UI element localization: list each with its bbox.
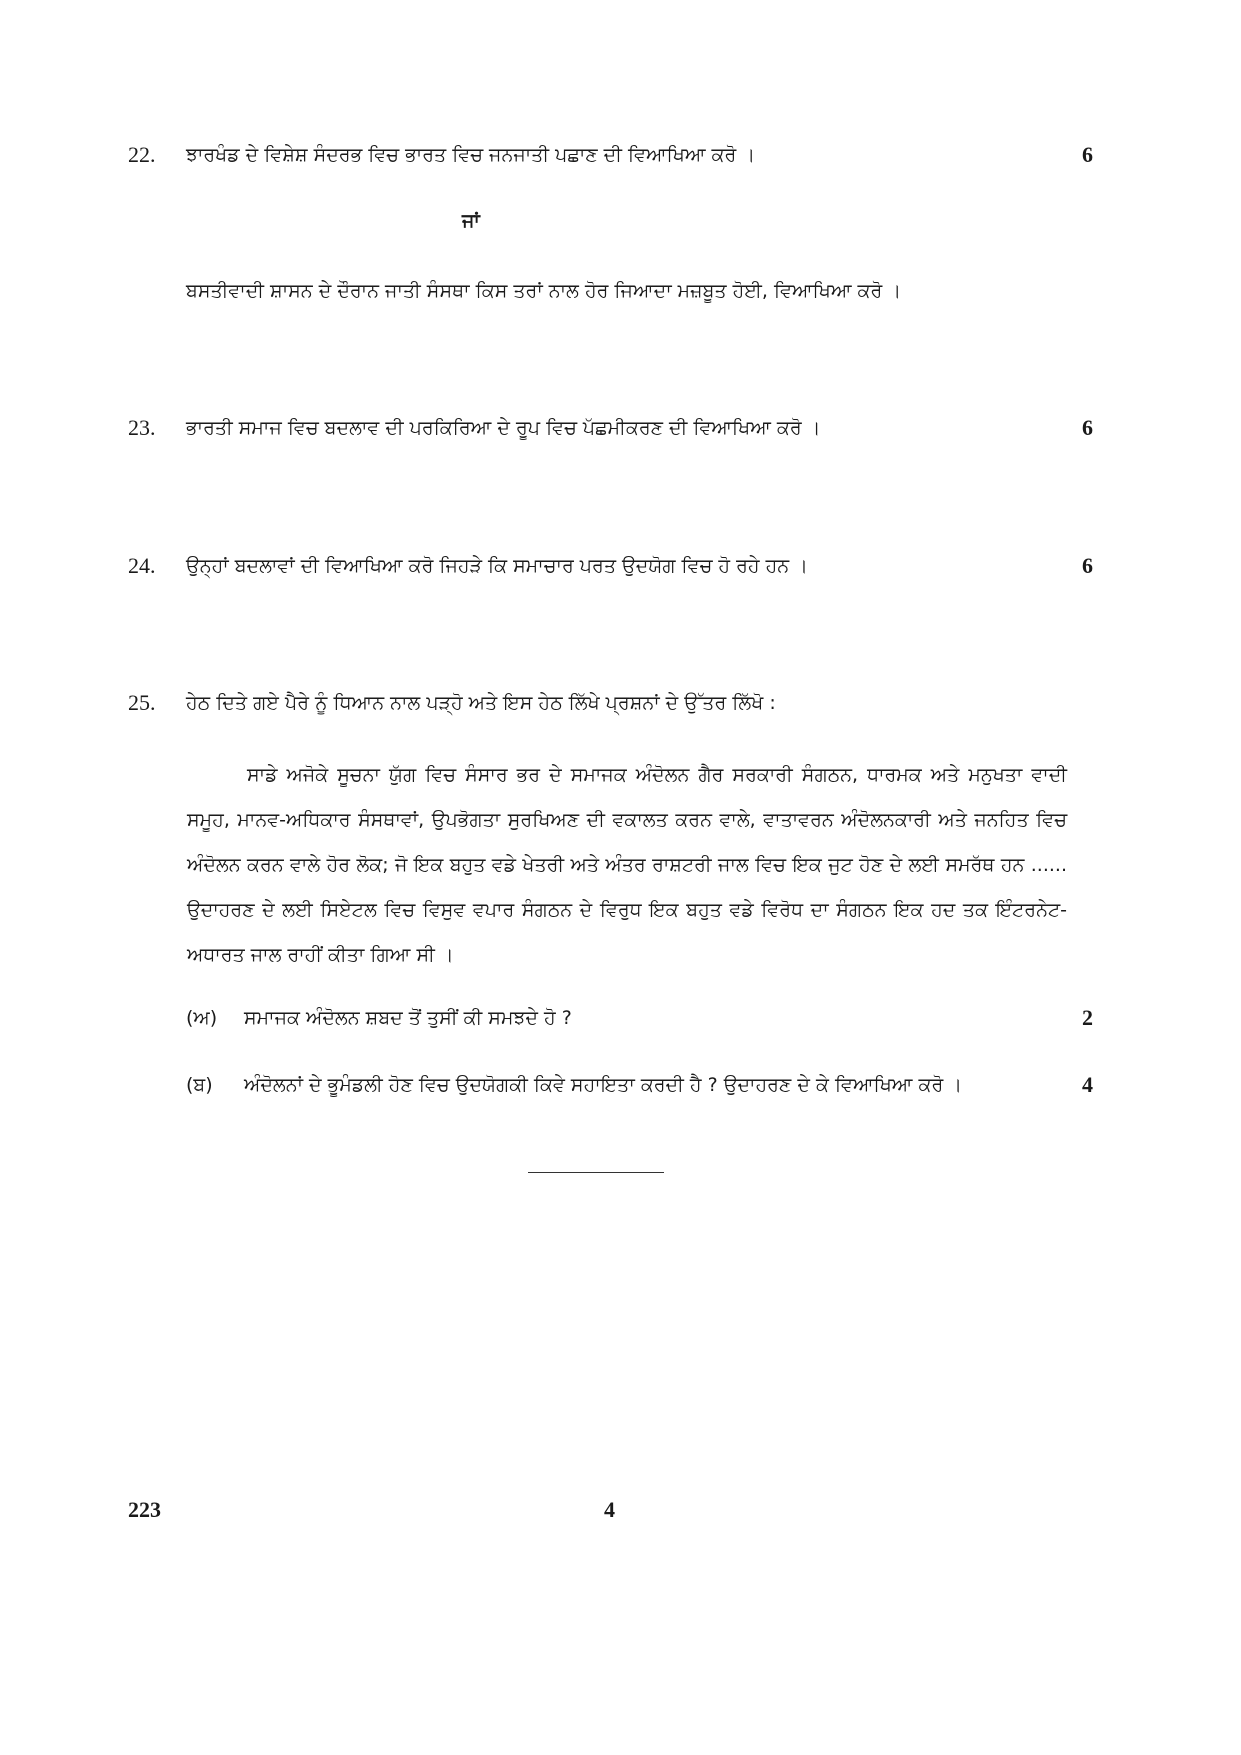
q24-text: ਉਨ੍ਹਾਂ ਬਦਲਾਵਾਂ ਦੀ ਵਿਆਖਿਆ ਕਰੋ ਜਿਹੜੇ ਕਿ ਸਮਾਚਾਰ ਪਰਤ ਉਦਯੋਗ ਵਿਚ ਹੋ ਰਹੇ ਹਨ ।	[186, 555, 808, 577]
q22-or-label: ਜਾਂ	[462, 210, 480, 232]
q22-text: ਝਾਰਖੰਡ ਦੇ ਵਿਸ਼ੇਸ਼ ਸੰਦਰਭ ਵਿਚ ਭਾਰਤ ਵਿਚ ਜਨਜਾਤੀ ਪਛਾਣ ਦੀ ਵਿਆਖਿਆ ਕਰੋ ।	[186, 144, 756, 166]
end-divider	[528, 1172, 664, 1173]
page-number: 4	[604, 1497, 615, 1522]
q25-sub-a-marks: 2	[1082, 1005, 1093, 1030]
q23-number: 23.	[128, 415, 156, 440]
paper-code: 223	[128, 1497, 161, 1522]
q23-text: ਭਾਰਤੀ ਸਮਾਜ ਵਿਚ ਬਦਲਾਵ ਦੀ ਪਰਕਿਰਿਆ ਦੇ ਰੂਪ ਵਿਚ ਪੱਛਮੀਕਰਣ ਦੀ ਵਿਆਖਿਆ ਕਰੋ ।	[186, 417, 821, 439]
q24-marks: 6	[1082, 553, 1093, 578]
q25-text: ਹੇਠ ਦਿਤੇ ਗਏ ਪੈਰੇ ਨੂੰ ਧਿਆਨ ਨਾਲ ਪੜ੍ਹੋ ਅਤੇ ਇਸ ਹੇਠ ਲਿੱਖੇ ਪ੍ਰਸ਼ਨਾਂ ਦੇ ਉੱਤਰ ਲਿੱਖੋ :	[186, 692, 776, 714]
q25-sub-b-text: ਅੰਦੋਲਨਾਂ ਦੇ ਭੂਮੰਡਲੀ ਹੋਣ ਵਿਚ ਉਦਯੋਗਕੀ ਕਿਵੇ ਸਹਾਇਤਾ ਕਰਦੀ ਹੈ ? ਉਦਾਹਰਣ ਦੇ ਕੇ ਵਿਆਖਿਆ ਕਰੋ ।	[244, 1074, 963, 1096]
q25-sub-b-label: (ਬ)	[186, 1074, 213, 1096]
q25-number: 25.	[128, 690, 156, 715]
q22-marks: 6	[1082, 142, 1093, 167]
q23-marks: 6	[1082, 415, 1093, 440]
q24-number: 24.	[128, 553, 156, 578]
q25-sub-a-label: (ਅ)	[186, 1007, 218, 1029]
q22-number: 22.	[128, 142, 156, 167]
q25-sub-a-text: ਸਮਾਜਕ ਅੰਦੋਲਨ ਸ਼ਬਦ ਤੋਂ ਤੁਸੀਂ ਕੀ ਸਮਝਦੇ ਹੋ ?	[244, 1007, 572, 1029]
q25-passage: ਸਾਡੇ ਅਜੋਕੇ ਸੂਚਨਾ ਯੁੱਗ ਵਿਚ ਸੰਸਾਰ ਭਰ ਦੇ ਸਮਾਜਕ ਅੰਦੋਲਨ ਗੈਰ ਸਰਕਾਰੀ ਸੰਗਠਨ, ਧਾਰਮਕ ਅਤੇ ਮਨੁਖਤਾ ਵਾਦੀ ਸਮੂਹ, ਮਾਨਵ-ਅਧਿਕਾਰ ਸੰਸਥਾਵਾਂ, ਉਪਭੋਗਤਾ ਸੁਰਖਿਅਣ ਦੀ ਵਕਾਲਤ ਕਰਨ ਵਾਲੇ, ਵਾਤਾਵਰਨ ਅੰਦੋਲਨਕਾਰੀ ਅਤੇ ਜਨਹਿਤ ਵਿਚ ਅੰਦੋਲਨ ਕਰਨ ਵਾਲੇ ਹੋਰ ਲੋਕ; ਜੋ ਇਕ ਬਹੁਤ ਵਡੇ ਖੇਤਰੀ ਅਤੇ ਅੰਤਰ ਰਾਸ਼ਟਰੀ ਜਾਲ ਵਿਚ ਇਕ ਜੁਟ ਹੋਣ ਦੇ ਲਈ ਸਮਰੱਥ ਹਨ ...... ਉਦਾਹਰਣ ਦੇ ਲਈ ਸਿਏਟਲ ਵਿਚ ਵਿਸੁਵ ਵਪਾਰ ਸੰਗਠਨ ਦੇ ਵਿਰੁਧ ਇਕ ਬਹੁਤ ਵਡੇ ਵਿਰੋਧ ਦਾ ਸੰਗਠਨ ਇਕ ਹਦ ਤਕ ਇੰਟਰਨੇਟ-ਅਧਾਰਤ ਜਾਲ ਰਾਹੀਂ ਕੀਤਾ ਗਿਆ ਸੀ ।	[187, 764, 1067, 966]
q22-alt-text: ਬਸਤੀਵਾਦੀ ਸ਼ਾਸਨ ਦੇ ਦੌਰਾਨ ਜਾਤੀ ਸੰਸਥਾ ਕਿਸ ਤਰਾਂ ਨਾਲ ਹੋਰ ਜਿਆਦਾ ਮਜ਼ਬੂਤ ਹੋਈ, ਵਿਆਖਿਆ ਕਰੋ ।	[186, 280, 902, 302]
q25-sub-b-marks: 4	[1082, 1072, 1093, 1097]
